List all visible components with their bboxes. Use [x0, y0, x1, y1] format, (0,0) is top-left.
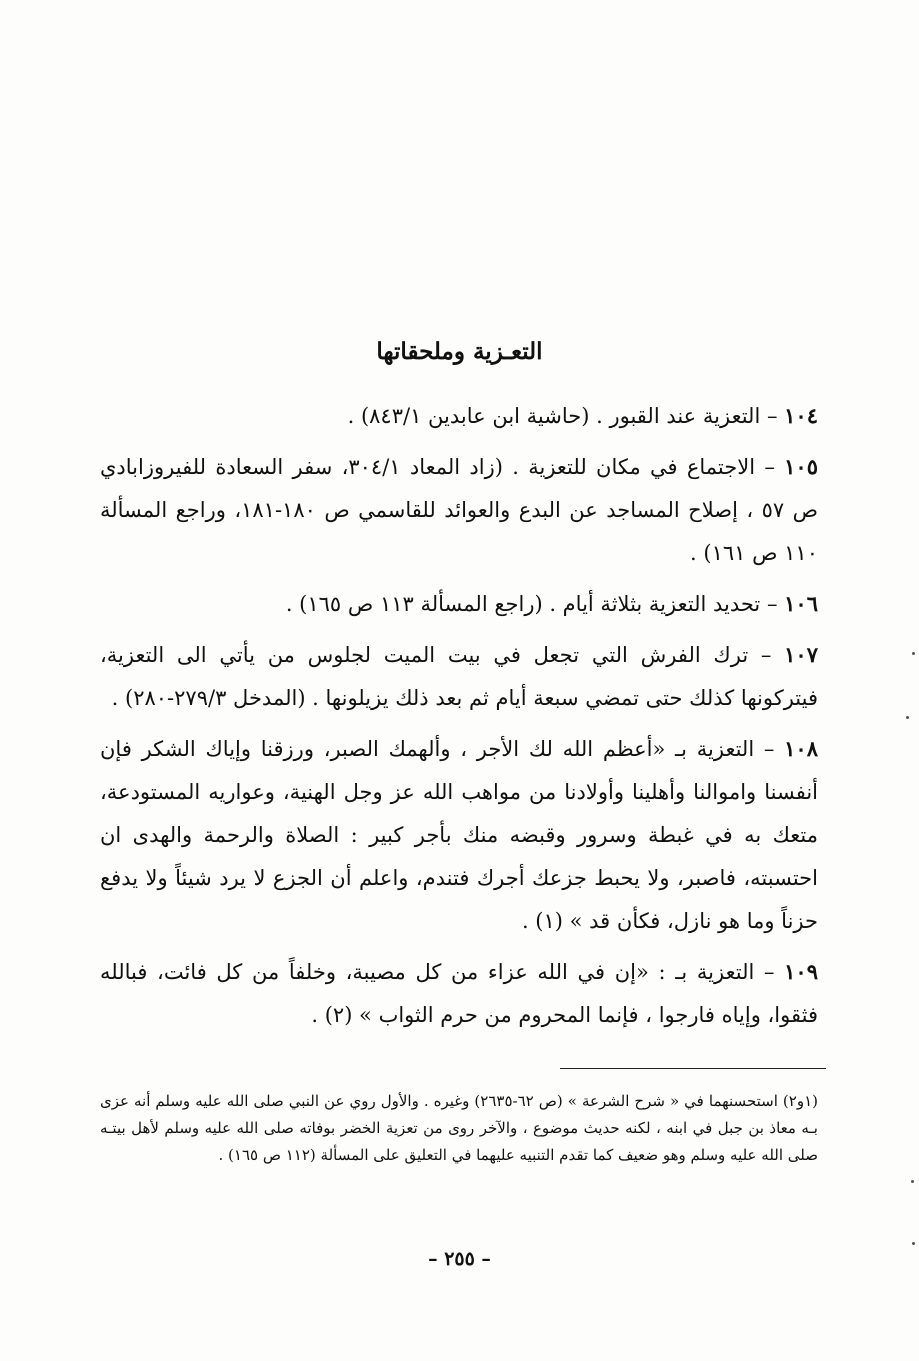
- page-number: – ٢٥٥ –: [428, 1248, 491, 1270]
- paragraph-text: – ترك الفرش التي تجعل في بيت الميت لجلوس من يأتي الى التعزية، فيتركونها كذلك حتى تمضي سبعة أيام ثم بعد ذلك يزيلونها . (المدخل ٢٧٩/٣-٢٨٠) .: [100, 643, 818, 710]
- paragraph-number: ١٠٤: [784, 403, 818, 428]
- paragraph-number: ١٠٨: [784, 736, 818, 761]
- paragraph-108: [100, 727, 818, 943]
- paragraph-109: [100, 950, 818, 1037]
- footnote-divider: [560, 1068, 826, 1069]
- scan-speck: [911, 1180, 914, 1183]
- paragraph-text: – التعزية بـ : «إن في الله عزاء من كل مصيبة، وخلفاً من كل فائت، فبالله فثقوا، وإياه فارجوا ، فإنما المحروم من حرم الثواب » (٢) .: [100, 960, 818, 1027]
- page-title: التعـزية وملحقاتها: [376, 338, 543, 365]
- paragraph-number: ١٠٩: [784, 959, 818, 984]
- paragraph-text: – تحديد التعزية بثلاثة أيام . (راجع المسألة ١١٣ ص ١٦٥) .: [285, 592, 778, 616]
- paragraph-number: ١٠٦: [784, 591, 818, 616]
- paragraph-107: [100, 633, 818, 720]
- scan-speck: [912, 1242, 915, 1245]
- paragraph-text: – التعزية عند القبور . (حاشية ابن عابدين ٨٤٣/١) .: [347, 404, 778, 428]
- paragraph-106: [100, 582, 818, 626]
- scan-speck: [906, 716, 909, 719]
- paragraph-number: ١٠٥: [784, 454, 818, 479]
- paragraph-text: – الاجتماع في مكان للتعزية . (زاد المعاد ٣٠٤/١، سفر السعادة للفيروزابادي ص ٥٧ ، إصلاح المساجد عن البدع والعوائد للقاسمي ص ١٨٠-١٨١، وراجع المسألة ١١٠ ص ١٦١) .: [100, 455, 818, 565]
- footnote-text: (١و٢) استحسنهما في « شرح الشرعة » (ص ٦٢-٢٦٣٥) وغيره . والأول روي عن النبي صلى الله عليه وسلم أنه عزى بـه معاذ بن جبل في ابنه ، لكنه حديث موضوع ، والآخر روى من تعزية الخضر بوفاته صلى الله عليه وسلم لأهل بيتـه صلى الله عليه وسلم وهو ضعيف كما تقدم التنبيه عليهما في التعليق على المسألة (١١٢ ص ١٦٥) .: [100, 1092, 819, 1164]
- scan-speck: [912, 652, 915, 655]
- footnotes: [100, 1088, 818, 1169]
- paragraph-text: – التعزية بـ «أعظم الله لك الأجر ، وألهمك الصبر، ورزقنا وإياك الشكر فإن أنفسنا واموالنا وأهلينا وأولادنا من مواهب الله عز وجل الهنية، وعواريه المستودعة، متعك به في غبطة وسرور وقبضه منك بأجر كبير : الصلاة والرحمة والهدى ان احتسبته، فاصبر، ولا يحبط جزعك أجرك فتندم، واعلم أن الجزع لا يرد شيئاً ولا يدفع حزناً وما هو نازل، فكأن قد » (١) .: [100, 737, 818, 933]
- main-text: [100, 394, 818, 1044]
- paragraph-104: [100, 394, 818, 438]
- paragraph-number: ١٠٧: [784, 642, 818, 667]
- paragraph-105: [100, 445, 818, 575]
